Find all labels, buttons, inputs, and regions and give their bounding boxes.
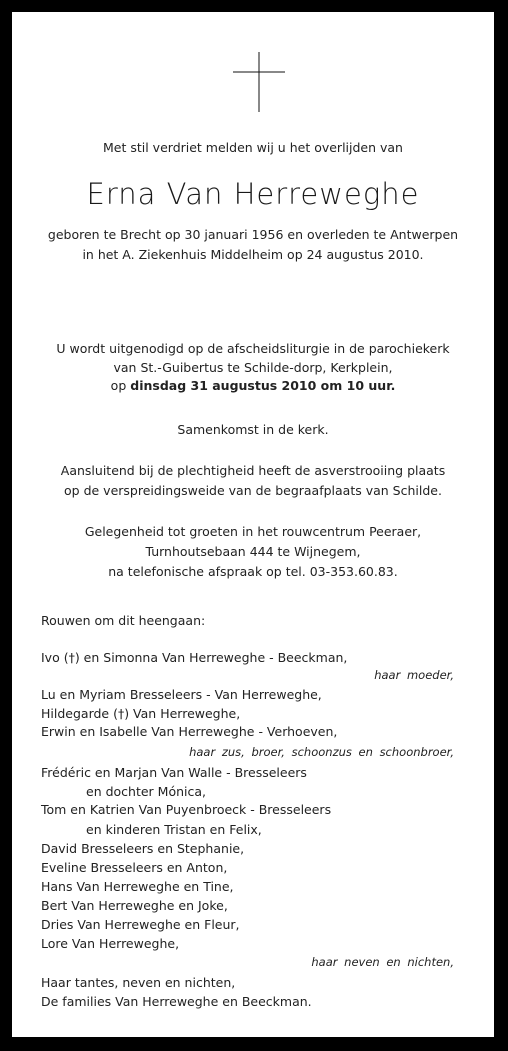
date-prefix: op [110,378,127,393]
death-line: in het A. Ziekenhuis Middelheim op 24 augustus 2010. [82,247,424,262]
mourner-line: Eveline Bresseleers en Anton, [41,860,228,875]
greeting-info [12,522,494,582]
phone-line: na telefonische afspraak op tel. 03-353.60.83. [108,564,398,579]
greeting-line: Gelegenheid tot groeten in het rouwcentrum Peeraer, [84,524,422,539]
mourner-line: Erwin en Isabelle Van Herreweghe - Verhoeven, [41,724,338,739]
scattering-line: op de verspreidingsweide van de begraafplaats van Schilde. [64,483,442,498]
mourner-line: Hildegarde (†) Van Herreweghe, [41,706,241,721]
mourner-line: Dries Van Herreweghe en Fleur, [41,917,240,932]
scattering-line: Aansluitend bij de plechtigheid heeft de asverstrooiing plaats [60,463,446,478]
church-line: van St.-Guibertus te Schilde-dorp, Kerkplein, [113,359,393,375]
birth-line: geboren te Brecht op 30 januari 1956 en overleden te Antwerpen [47,227,459,242]
date-line [12,377,494,396]
invitation-line: U wordt uitgenodigd op de afscheidsliturgie in de parochiekerk [56,341,450,356]
mourner-line: Haar tantes, neven en nichten, [41,975,236,990]
mourner-line: en dochter Mónica, [86,784,207,799]
mourners-heading: Rouwen om dit heengaan: [41,613,206,628]
relation-label: haar zus, broer, schoonzus en schoonbroer, [189,745,454,759]
scattering-text [12,461,494,501]
mourner-line: Ivo (†) en Simonna Van Herreweghe - Beeckman, [41,650,348,665]
invitation [12,340,494,396]
mourner-line: Lore Van Herreweghe, [41,936,180,951]
mourner-line: David Bresseleers en Stephanie, [41,841,245,856]
mourner-line: De families Van Herreweghe en Beeckman. [41,994,312,1009]
mourner-line: Lu en Myriam Bresseleers - Van Herreweghe, [41,687,322,702]
deceased-name: Erna Van Herreweghe [86,177,420,211]
mourner-line: Tom en Katrien Van Puyenbroeck - Bresseleers [41,802,332,817]
mourner-line: Frédéric en Marjan Van Walle - Bresseleers [41,765,307,780]
birth-details [12,225,494,265]
relation-label: haar neven en nichten, [311,955,454,969]
intro-text: Met stil verdriet melden wij u het overlijden van [103,140,403,155]
meeting-text: Samenkomst in de kerk. [177,422,329,437]
service-date: dinsdag 31 augustus 2010 om 10 uur. [130,378,396,393]
mourner-line: Hans Van Herreweghe en Tine, [41,879,234,894]
death-notice-card [12,12,494,1037]
mourner-line: en kinderen Tristan en Felix, [86,822,262,837]
address-line: Turnhoutsebaan 444 te Wijnegem, [145,544,361,559]
cross-icon [233,52,285,112]
relation-label: haar moeder, [374,668,454,682]
mourner-line: Bert Van Herreweghe en Joke, [41,898,228,913]
